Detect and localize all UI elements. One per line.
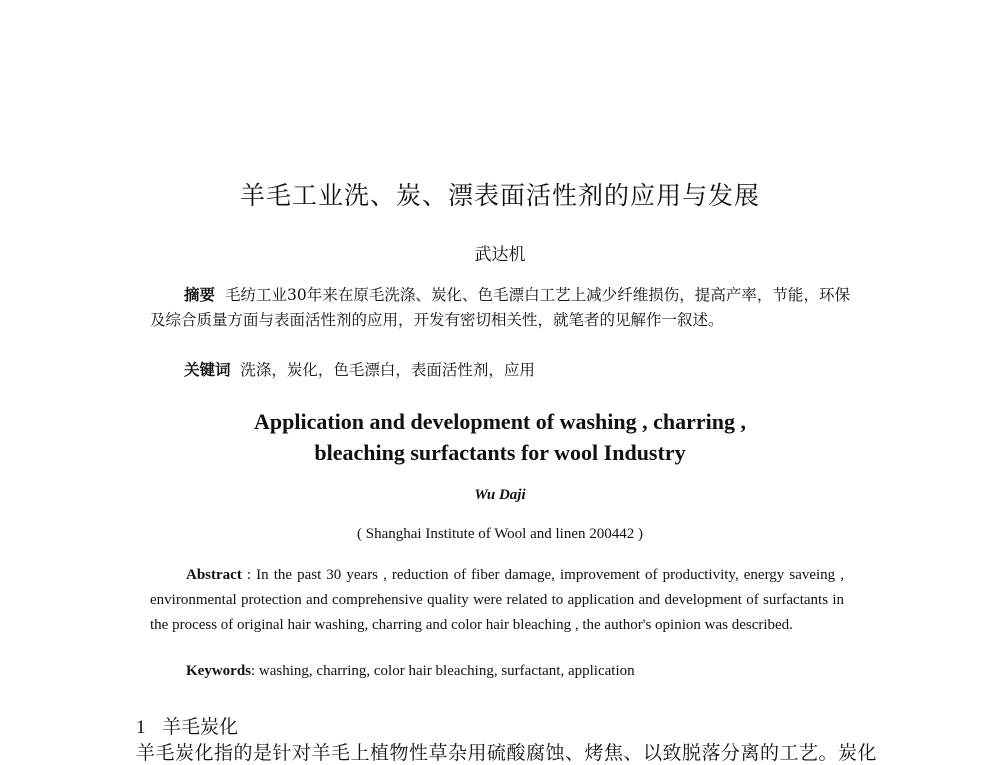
english-abstract-text: : In the past 30 years , reduction of fiber damage, improvement of productivity, energy saveing , environmental protection and comprehensive quality were related to application and development of surfactants in the process of original hair washing, charring and color hair bleaching , the author's opinion was described. <box>150 567 845 633</box>
english-title-line1: Application and development of washing , charring , <box>254 409 746 434</box>
chinese-abstract <box>150 282 850 333</box>
english-keywords-text: : washing, charring, color hair bleaching, surfactant, application <box>251 663 635 679</box>
section-heading <box>136 712 238 739</box>
chinese-abstract-label: 摘要 <box>184 285 216 304</box>
english-abstract-label: Abstract <box>186 567 242 583</box>
chinese-author: 武达机 <box>474 245 526 265</box>
section-number: 1 <box>136 717 146 738</box>
english-affiliation: ( Shanghai Institute of Wool and linen 200442 ) <box>357 526 643 542</box>
english-title-line2: bleaching surfactants for wool Industry <box>314 440 686 465</box>
chinese-keywords <box>184 358 535 380</box>
chinese-abstract-text: 毛纺工业30年来在原毛洗涤、炭化、色毛漂白工艺上减少纤维损伤，提高产率，节能，环保及综合质量方面与表面活性剂的应用，开发有密切相关性，就笔者的见解作一叙述。 <box>150 286 850 329</box>
chinese-keywords-text: 洗涤，炭化，色毛漂白，表面活性剂，应用 <box>240 361 535 379</box>
section-title: 羊毛炭化 <box>162 716 239 738</box>
english-title <box>0 406 1000 468</box>
english-author: Wu Daji <box>474 487 526 503</box>
english-keywords-label: Keywords <box>186 663 251 679</box>
body-text-first-line: 羊毛炭化指的是针对羊毛上植物性草杂用硫酸腐蚀、烤焦、以致脱落分离的工艺。炭化 <box>136 742 878 764</box>
english-keywords <box>186 663 635 680</box>
chinese-keywords-label: 关键词 <box>184 360 231 379</box>
chinese-title: 羊毛工业洗、炭、漂表面活性剂的应用与发展 <box>239 181 760 210</box>
english-abstract <box>150 563 844 638</box>
